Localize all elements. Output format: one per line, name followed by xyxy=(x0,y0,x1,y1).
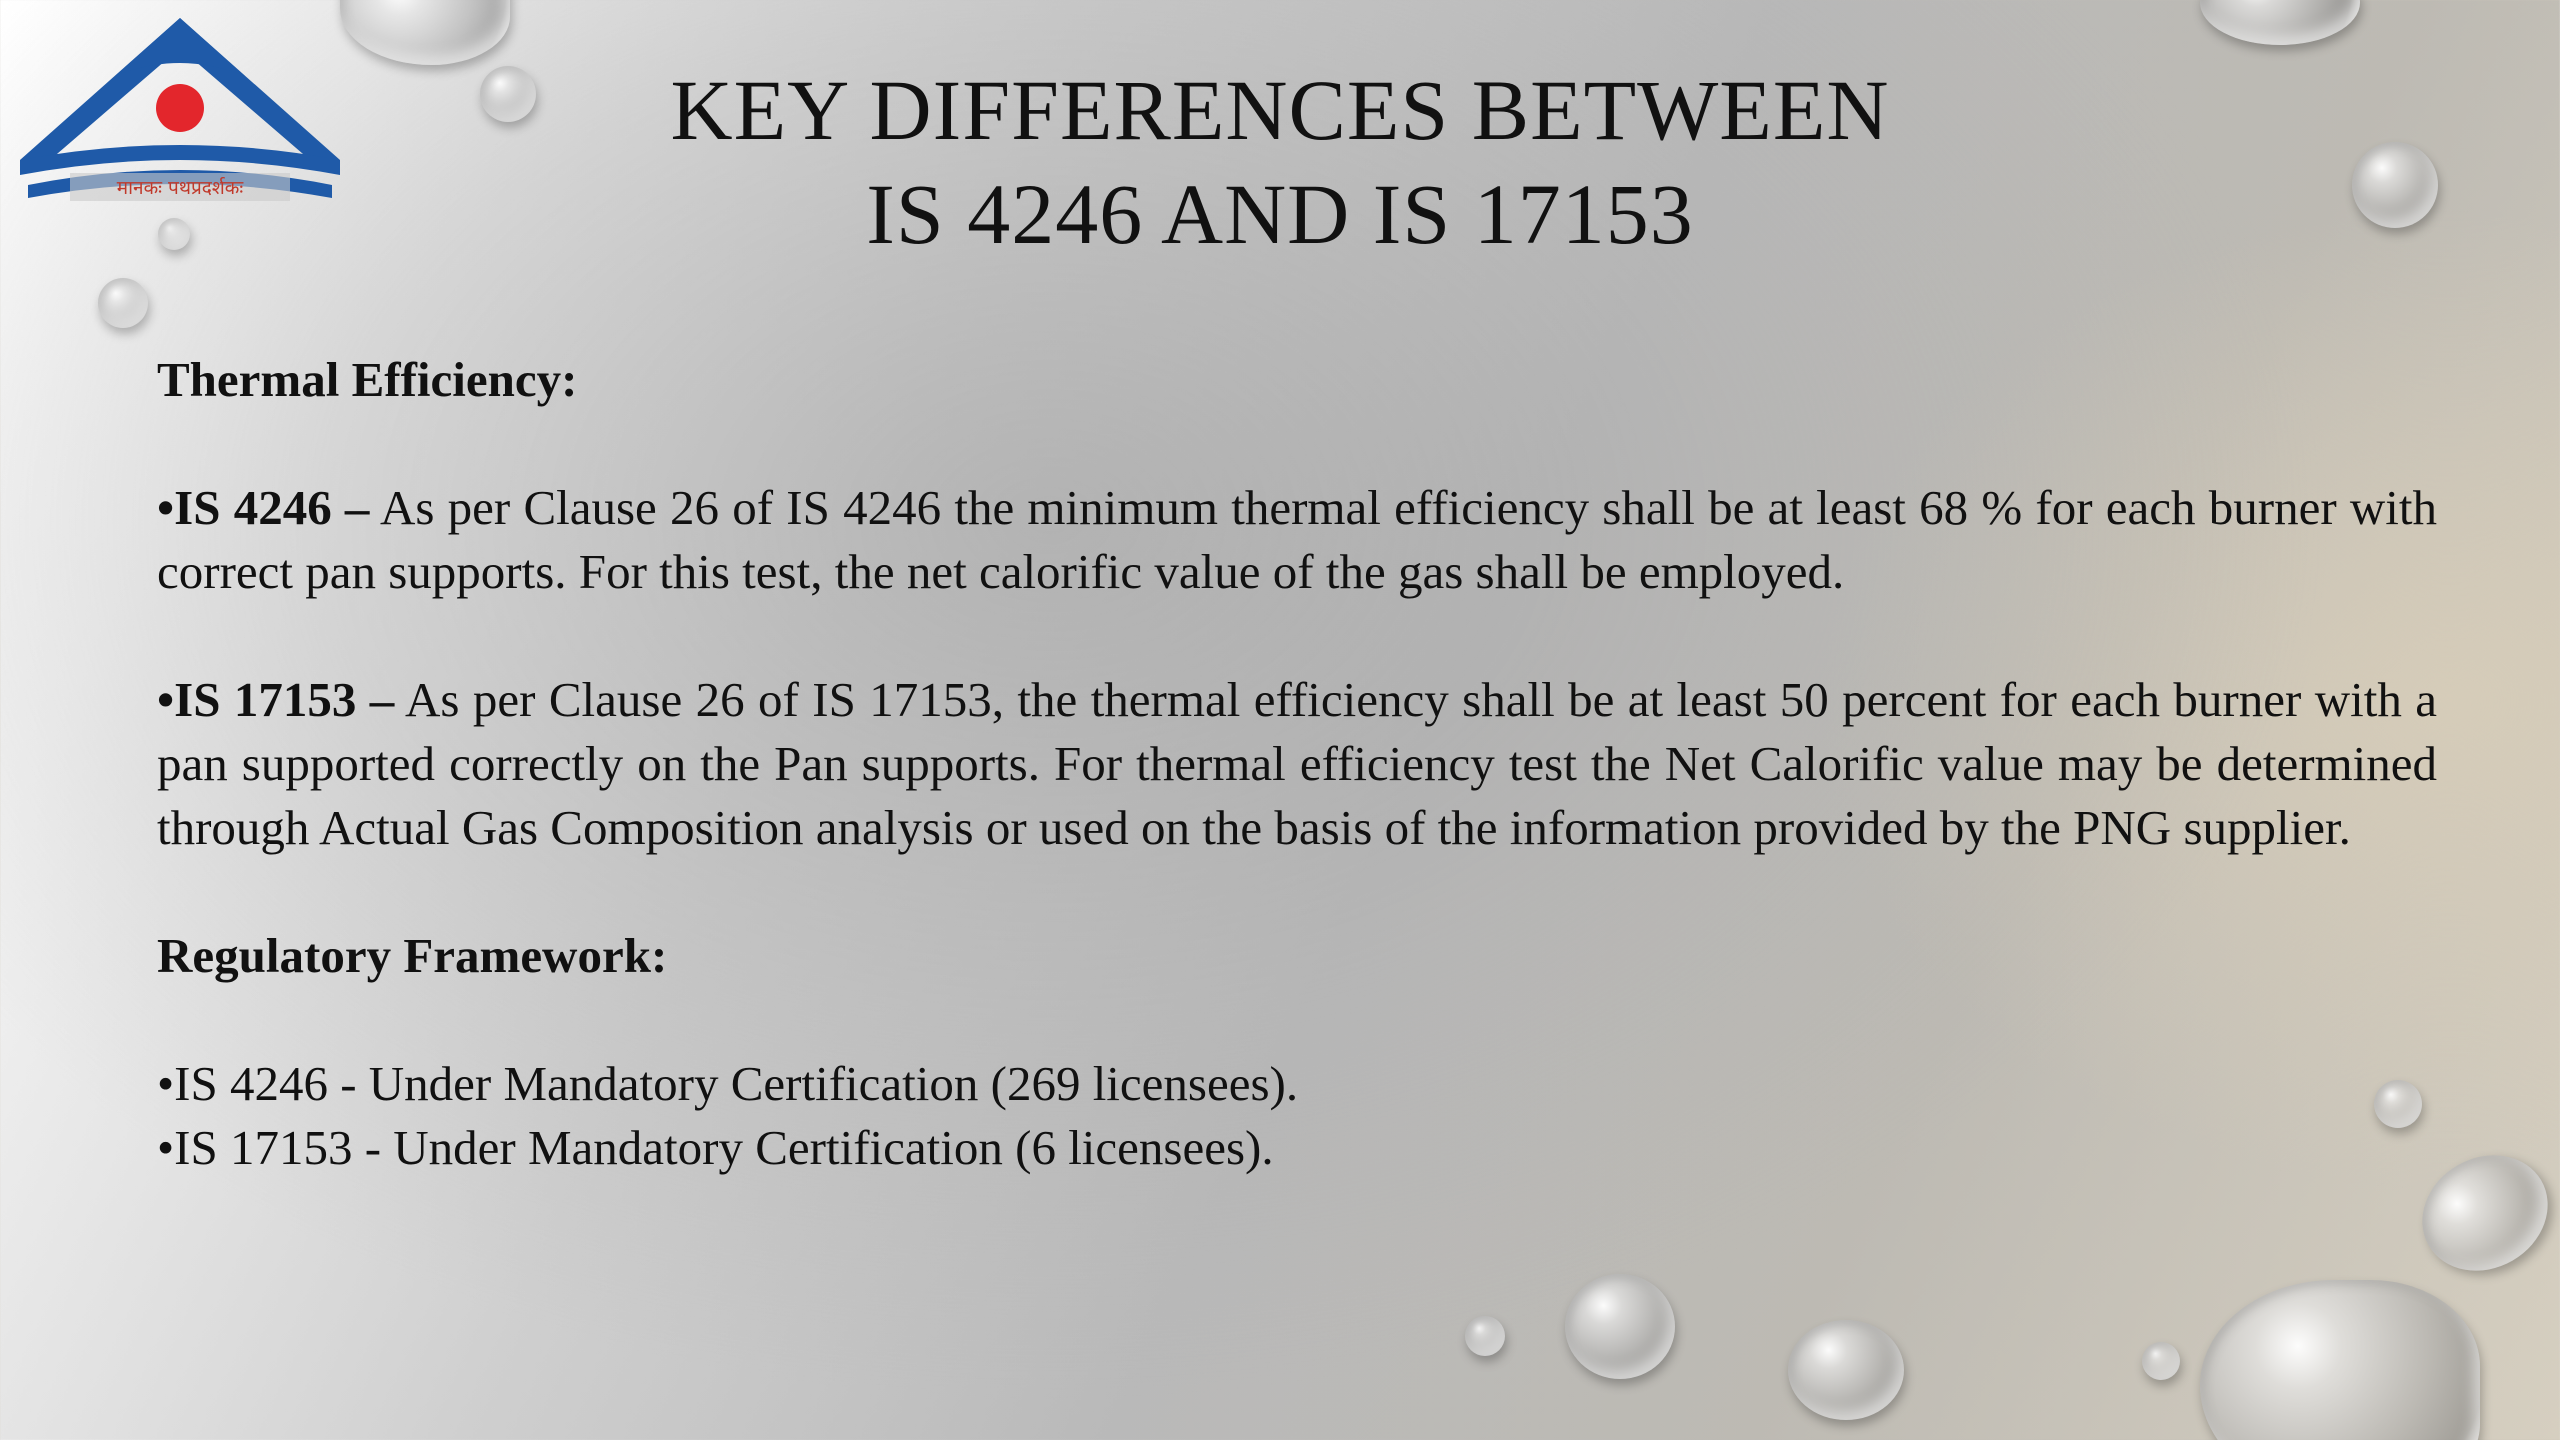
water-drop-decoration xyxy=(1465,1316,1505,1356)
water-drop-decoration xyxy=(2142,1342,2180,1380)
section-heading-regulatory-framework: Regulatory Framework: xyxy=(157,928,668,983)
water-drop-decoration xyxy=(340,0,510,65)
bullet-label: •IS 4246 – xyxy=(157,480,370,535)
bullet-text: As per Clause 26 of IS 17153, the thermal efficiency shall be at least 50 percent for each burner with a pan supported correctly on the Pan supports. For thermal efficiency test the Net Calorific value may be determined through Actual Gas Composition analysis or used on the basis of the information provided by the PNG supplier. xyxy=(157,672,2438,855)
slide-title xyxy=(0,58,2560,266)
bullet-label: •IS 17153 – xyxy=(157,672,395,727)
section-heading-thermal-efficiency: Thermal Efficiency: xyxy=(157,352,578,407)
water-drop-decoration xyxy=(2200,1280,2480,1440)
bullet-is-17153-certification: •IS 17153 - Under Mandatory Certification (6 licensees). xyxy=(157,1120,1274,1175)
logo-motto: मानकः पथप्रदर्शकः xyxy=(116,177,244,199)
bullet-text: As per Clause 26 of IS 4246 the minimum thermal efficiency shall be at least 68 % for each burner with correct pan supports. For this test, the net calorific value of the gas shall be employed. xyxy=(157,480,2437,599)
title-line-2: IS 4246 AND IS 17153 xyxy=(866,166,1694,262)
bullet-is-17153-thermal xyxy=(157,668,2437,860)
slide-body xyxy=(157,348,2437,1180)
bullet-is-4246-thermal xyxy=(157,476,2437,604)
title-line-1: KEY DIFFERENCES BETWEEN xyxy=(670,62,1890,158)
water-drop-decoration xyxy=(2200,0,2360,45)
water-drop-decoration xyxy=(1565,1274,1675,1379)
water-drop-decoration xyxy=(98,278,148,328)
bullet-is-4246-certification: •IS 4246 - Under Mandatory Certification (269 licensees). xyxy=(157,1056,1299,1111)
water-drop-decoration xyxy=(1788,1320,1904,1420)
